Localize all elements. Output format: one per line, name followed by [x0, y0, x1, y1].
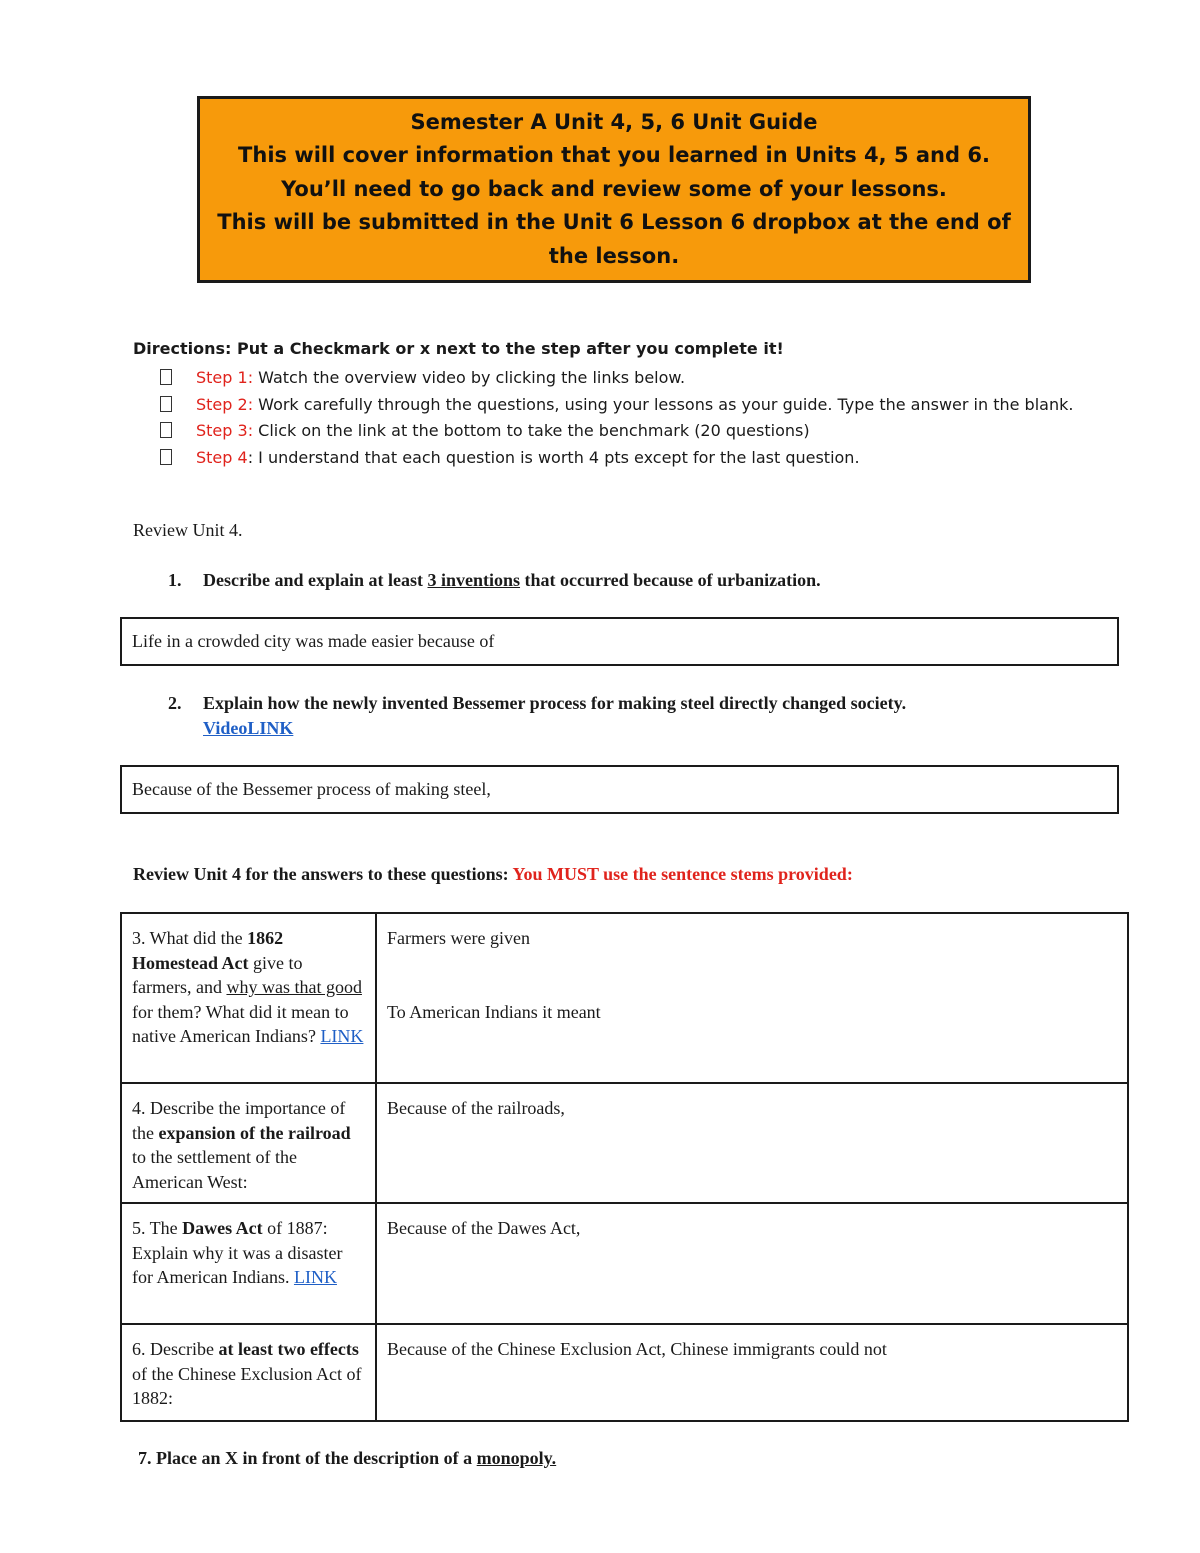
- step-text: Watch the overview video by clicking the links below.: [253, 368, 686, 387]
- cell-text: 3. What did the: [132, 928, 248, 948]
- question-1: [168, 570, 821, 591]
- step-text: : I understand that each question is worth 4 pts except for the last question.: [247, 447, 860, 467]
- banner-line-2: This will cover information that you learned in Units 4, 5 and 6.: [238, 143, 990, 168]
- question-number: 1.: [168, 570, 182, 590]
- question-2-link-line: [203, 718, 293, 739]
- cell-bold: at least two effects: [218, 1339, 359, 1359]
- sentence-stem: Because of the Chinese Exclusion Act, Chinese immigrants could not: [387, 1339, 887, 1359]
- link[interactable]: LINK: [293, 1267, 337, 1287]
- question-text: Explain how the newly invented Bessemer process for making steel directly changed society.: [203, 693, 907, 713]
- link[interactable]: LINK: [320, 1026, 364, 1046]
- step-3: [160, 418, 1073, 445]
- question-cell-3: [121, 913, 376, 1083]
- question-text: 7. Place an X in front of the description of a: [138, 1448, 477, 1468]
- answer-cell-4[interactable]: [376, 1083, 1128, 1203]
- cell-text: 5. The: [132, 1218, 183, 1238]
- table-row: [121, 913, 1128, 1083]
- question-2: [168, 693, 906, 714]
- question-underlined: 3 inventions: [427, 570, 521, 590]
- cell-bold: expansion of the railroad: [158, 1122, 351, 1143]
- question-cell-4: [121, 1083, 376, 1203]
- question-cell-6: [121, 1324, 376, 1421]
- title-banner: [197, 96, 1031, 283]
- step-4: [160, 445, 1073, 472]
- sentence-stem: Because of the railroads,: [387, 1098, 565, 1118]
- step-label: Step 3:: [196, 421, 254, 440]
- step-label: Step 2:: [196, 394, 254, 414]
- checkbox-icon[interactable]: [160, 369, 172, 385]
- heading-text: Review Unit 4 for the answers to these questions:: [133, 864, 513, 884]
- answer-cell-3[interactable]: [376, 913, 1128, 1083]
- answer-cell-6[interactable]: [376, 1324, 1128, 1421]
- sentence-stem: Farmers were given: [387, 928, 530, 948]
- answer-cell-5[interactable]: [376, 1203, 1128, 1324]
- step-label: Step 1:: [196, 368, 254, 387]
- checkbox-icon[interactable]: [160, 449, 172, 465]
- step-text: Work carefully through the questions, using your lessons as your guide. Type the answer in the blank.: [253, 394, 1074, 414]
- checkbox-icon[interactable]: [160, 396, 172, 412]
- cell-text: give to farmers, and: [132, 952, 303, 997]
- sentence-stem: Because of the Dawes Act,: [387, 1218, 581, 1238]
- banner-line-4: This will be submitted in the Unit 6 Lesson 6 dropbox at the end of the lesson.: [217, 210, 1011, 268]
- answer-field-1[interactable]: [120, 617, 1119, 666]
- sentence-stem: Life in a crowded city was made easier because of: [132, 631, 495, 651]
- cell-bold: Dawes Act: [182, 1218, 263, 1238]
- cell-text: of 1887: Explain why it was a disaster for American Indians.: [132, 1218, 343, 1287]
- review-unit-4-label: Review Unit 4.: [133, 520, 243, 540]
- question-number: 2.: [168, 693, 182, 713]
- question-7: [138, 1448, 556, 1469]
- step-text: Click on the link at the bottom to take the benchmark (20 questions): [253, 421, 810, 440]
- sentence-stem: To American Indians it meant: [387, 1001, 601, 1022]
- question-text-end: that occurred because of urbanization.: [520, 570, 821, 590]
- question-underlined: monopoly.: [476, 1448, 557, 1468]
- cell-underlined: why was that good: [226, 977, 362, 997]
- spacer: [387, 975, 1117, 1000]
- question-text: Describe and explain at least: [203, 570, 428, 590]
- step-1: [160, 365, 1073, 392]
- cell-text: 6. Describe: [132, 1339, 219, 1359]
- cell-text: for them? What did it mean to native American Indians?: [132, 1001, 349, 1046]
- table-row: [121, 1324, 1128, 1421]
- directions-heading: Directions: Put a Checkmark or x next to the step after you complete it!: [133, 339, 784, 358]
- steps-checklist: [160, 365, 1073, 471]
- step-label: Step 4: [196, 447, 248, 467]
- video-link[interactable]: VideoLINK: [203, 718, 294, 738]
- question-table: [120, 912, 1129, 1422]
- question-cell-5: [121, 1203, 376, 1324]
- answer-field-2[interactable]: [120, 765, 1119, 814]
- spacer: [387, 951, 1117, 976]
- table-row: [121, 1083, 1128, 1203]
- sentence-stem: Because of the Bessemer process of making steel,: [132, 779, 491, 799]
- table-heading: [133, 864, 853, 885]
- table-row: [121, 1203, 1128, 1324]
- banner-line-3: You’ll need to go back and review some of your lessons.: [281, 176, 947, 201]
- checkbox-icon[interactable]: [160, 422, 172, 438]
- banner-title: Semester A Unit 4, 5, 6 Unit Guide: [410, 109, 818, 134]
- cell-text: 4. Describe the importance of the: [132, 1098, 346, 1143]
- cell-text: of the Chinese Exclusion Act of 1882:: [132, 1363, 362, 1408]
- cell-bold: 1862 Homestead Act: [132, 928, 284, 973]
- heading-warning: You MUST use the sentence stems provided:: [512, 864, 853, 884]
- cell-text: to the settlement of the American West:: [132, 1147, 297, 1192]
- step-2: [160, 392, 1073, 419]
